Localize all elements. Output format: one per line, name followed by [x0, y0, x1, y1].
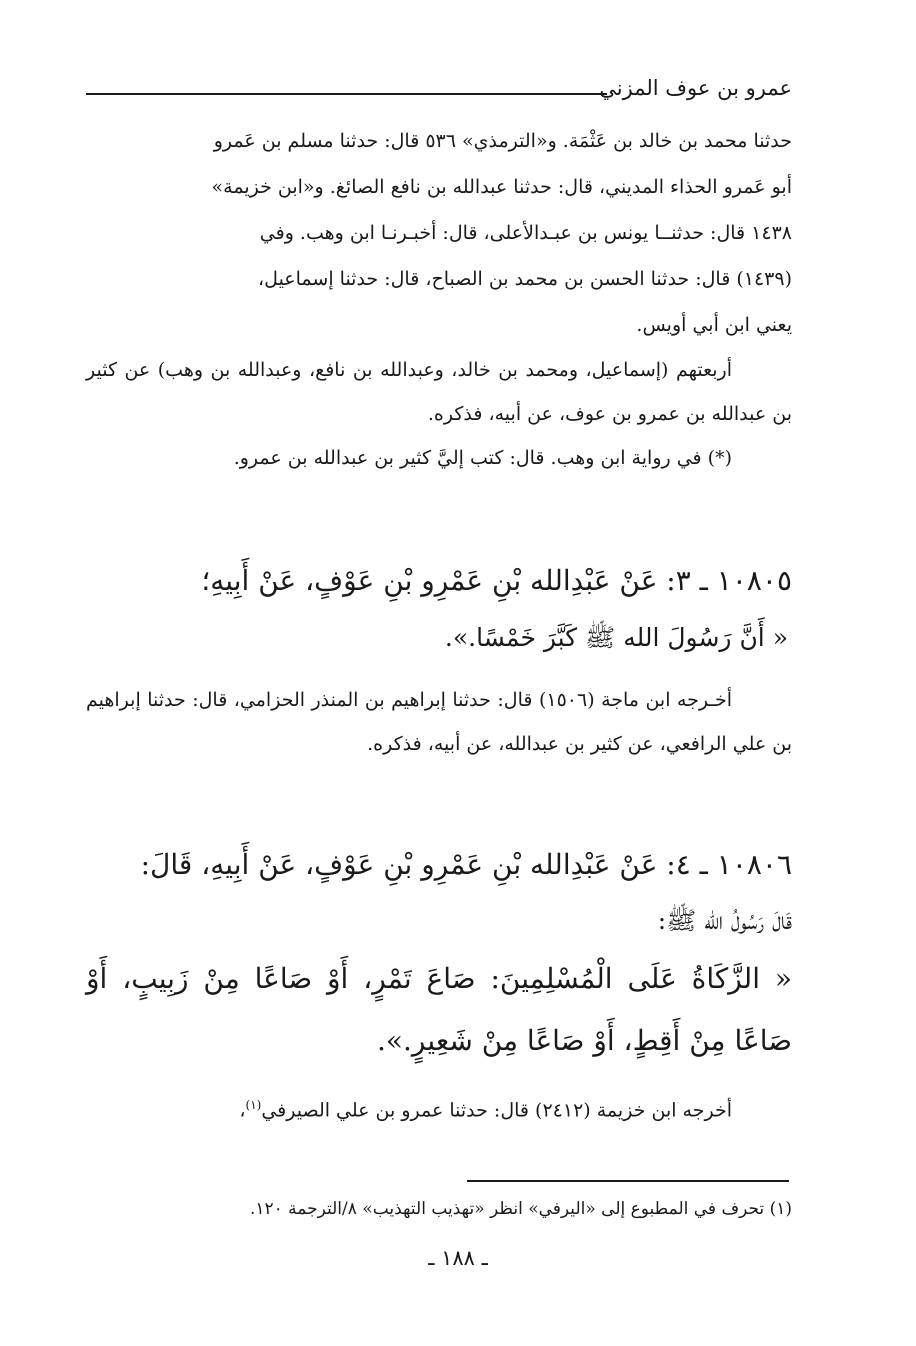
variant-note: (*) في رواية ابن وهب. قال: كتب إليَّ كثير بن عبدالله بن عمرو.: [233, 447, 732, 469]
hadith-matn: « أَنَّ رَسُولَ الله ﷺ كَبَّرَ خَمْسًا.».: [444, 623, 788, 652]
running-header: [86, 72, 792, 112]
source-line: أبو عَمرو الحذاء المديني، قال: حدثنا عبدالله بن نافع الصائغ. و«ابن خزيمة»: [211, 176, 792, 198]
narrators-summary: [86, 348, 792, 480]
hadith-matn: « الزَّكَاةُ عَلَى الْمُسْلِمِينَ: صَاعَ تَمْرٍ، أَوْ صَاعًا مِنْ زَبِيبٍ، أَوْ صَاعًا مِنْ أَقِطٍ، أَوْ صَاعًا مِنْ شَعِيرٍ.».: [86, 962, 792, 1057]
source-line: يعني ابن أبي أويس.: [636, 314, 792, 336]
footnote: (١) تحرف في المطبوع إلى «اليرفي» انظر «تهذيب التهذيب» ٨/الترجمة ١٢٠.: [249, 1199, 792, 1219]
summary-paragraph: أربعتهم (إسماعيل، ومحمد بن خالد، وعبدالله بن نافع، وعبدالله بن وهب) عن كثير بن عبدالله بن عمرو بن عوف، عن أبيه، فذكره.: [86, 359, 792, 425]
takhrij-text: أخرجه ابن خزيمة (٢٤١٢) قال: حدثنا عمرو بن علي الصيرفي: [261, 1099, 732, 1122]
page-number: ـ ١٨٨ ـ: [428, 1246, 488, 1270]
hadith-10806-takhrij: [86, 1082, 792, 1133]
source-block: [86, 118, 792, 348]
takhrij-paragraph: [86, 1082, 792, 1133]
hadith-intro: قَالَ رَسُولُ الله ﷺ:: [657, 906, 792, 935]
hadith-10805-takhrij: [86, 678, 792, 766]
hadith-10806: [86, 836, 792, 1072]
hadith-heading: ١٠٨٠٥ ـ ٣: عَنْ عَبْدِالله بْنِ عَمْرِو بْنِ عَوْفٍ، عَنْ أَبِيهِ؛: [201, 564, 792, 597]
header-rule: [86, 93, 607, 95]
footnote-separator: [467, 1180, 789, 1182]
source-line: حدثنا محمد بن خالد بن عَثْمَة. و«الترمذي» ٥٣٦ قال: حدثنا مسلم بن عَمرو: [213, 130, 792, 152]
footnote-reference[interactable]: (١): [245, 1098, 262, 1112]
source-line: ١٤٣٨ قال: حدثنــا يونس بن عبـدالأعلى، قال: أخبـرنـا ابن وهب. وفي: [259, 222, 792, 244]
hadith-heading: ١٠٨٠٦ ـ ٤: عَنْ عَبْدِالله بْنِ عَمْرِو بْنِ عَوْفٍ، عَنْ أَبِيهِ، قَالَ:: [140, 848, 792, 881]
source-line: (١٤٣٩) قال: حدثنا الحسن بن محمد بن الصباح، قال: حدثنا إسماعيل،: [258, 268, 792, 290]
hadith-10805: [86, 552, 792, 666]
takhrij-paragraph: أخـرجه ابن ماجة (١٥٠٦) قال: حدثنا إبراهيم بن المنذر الحزامي، قال: حدثنا إبراهيم بن علي الرافعي، عن كثير بن عبدالله، عن أبيه، فذكره.: [86, 689, 792, 755]
header-title: عمرو بن عوف المزني: [599, 76, 792, 100]
takhrij-punctuation: ،: [239, 1099, 246, 1122]
